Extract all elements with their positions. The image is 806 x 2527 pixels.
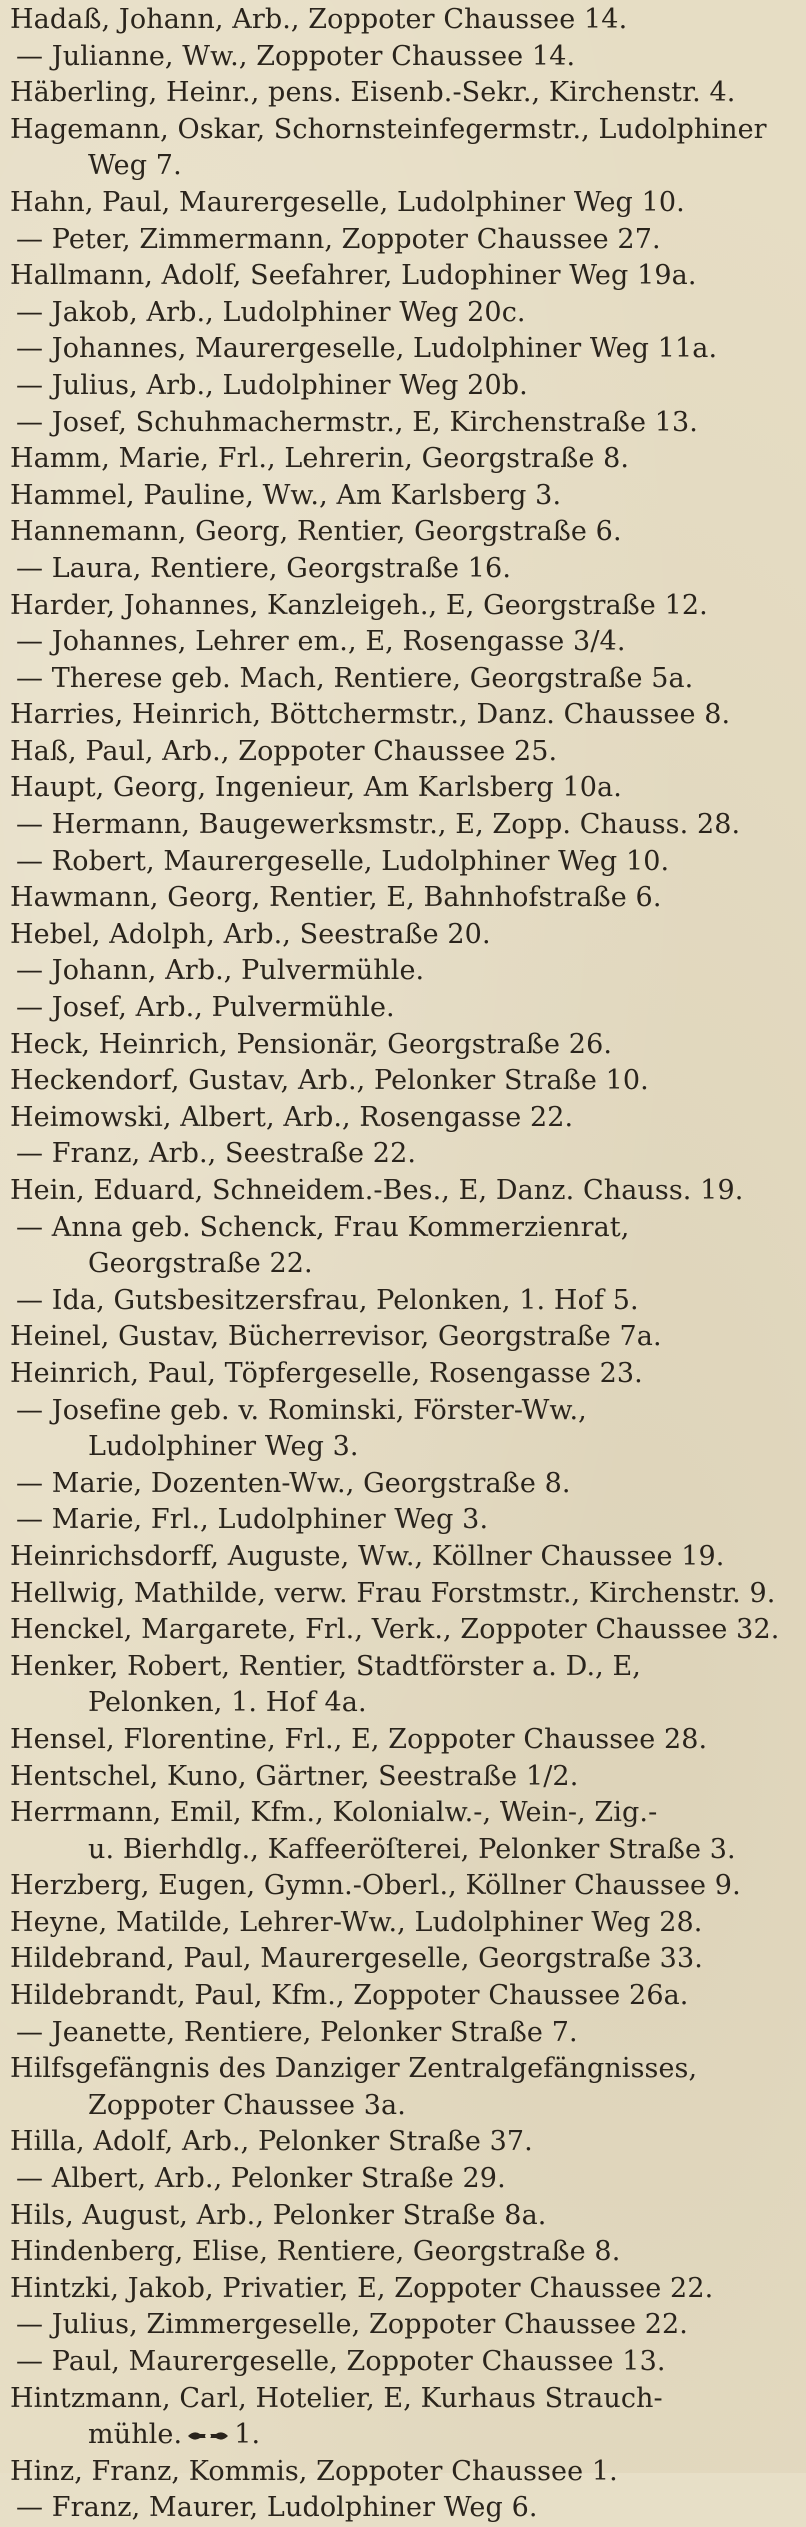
directory-entry xyxy=(10,1356,798,1393)
entry-line: — Marie, Dozenten-Ww., Georgstraße 8. xyxy=(16,1467,571,1499)
directory-entry xyxy=(10,1466,798,1503)
entry-line: Harder, Johannes, Kanzleigeh., E, Georgstraße 12. xyxy=(10,589,708,621)
entry-line: Hilfsgefängnis des Danziger Zentralgefängnisses, xyxy=(10,2053,698,2085)
entry-line: — Anna geb. Schenck, Frau Kommerzienrat, xyxy=(16,1211,630,1243)
directory-entry xyxy=(10,990,798,1027)
entry-continuation-line: Weg 7. xyxy=(88,150,182,182)
entry-line: Hentschel, Kuno, Gärtner, Seestraße 1/2. xyxy=(10,1760,579,1792)
entry-line: — Johann, Arb., Pulvermühle. xyxy=(16,955,425,987)
entry-line: — Paul, Maurergeselle, Zoppoter Chaussee 13. xyxy=(16,2346,666,2377)
entry-line: — Julius, Arb., Ludolphiner Weg 20b. xyxy=(16,369,528,401)
entry-line: Hils, August, Arb., Pelonker Straße 8a. xyxy=(10,2199,547,2231)
entry-line: Hildebrand, Paul, Maurergeselle, Georgstraße 33. xyxy=(10,1943,703,1975)
entry-line: — Josefine geb. v. Rominski, Förster-Ww., xyxy=(16,1394,587,1426)
entry-line: Heckendorf, Gustav, Arb., Pelonker Straße 10. xyxy=(10,1065,649,1097)
entry-line: Hildebrandt, Paul, Kfm., Zoppoter Chaussee 26a. xyxy=(10,1980,689,2012)
entry-line-number: 1. xyxy=(234,2419,261,2451)
directory-entry xyxy=(10,1576,798,1613)
entry-line: Hindenberg, Elise, Rentiere, Georgstraße 8. xyxy=(10,2236,621,2268)
directory-entry xyxy=(10,1941,798,1978)
entry-line: — Jakob, Arb., Ludolphiner Weg 20c. xyxy=(16,296,526,328)
directory-entry xyxy=(10,1905,798,1942)
directory-entry xyxy=(10,1210,798,1283)
entry-line: Hilla, Adolf, Arb., Pelonker Straße 37. xyxy=(10,2126,533,2158)
entry-line: Hahn, Paul, Maurergeselle, Ludolphiner Weg 10. xyxy=(10,186,685,218)
directory-entry xyxy=(10,2015,798,2052)
directory-entry xyxy=(10,2454,798,2491)
directory-entry xyxy=(10,624,798,661)
entry-line: — Josef, Arb., Pulvermühle. xyxy=(16,992,395,1024)
entry-line: Heimowski, Albert, Arb., Rosengasse 22. xyxy=(10,1101,574,1133)
entry-line: Hadaß, Johann, Arb., Zoppoter Chaussee 14. xyxy=(10,4,628,35)
directory-entry xyxy=(10,917,798,954)
directory-entry xyxy=(10,1502,798,1539)
directory-entry xyxy=(10,478,798,515)
entry-line: Heinel, Gustav, Bücherrevisor, Georgstraße 7a. xyxy=(10,1321,662,1353)
entry-line: — Robert, Maurergeselle, Ludolphiner Weg 10. xyxy=(16,845,670,877)
directory-entry xyxy=(10,1759,798,1796)
directory-entry xyxy=(10,185,798,222)
directory-entry xyxy=(10,844,798,881)
entry-line: Häberling, Heinr., pens. Eisenb.-Sekr., Kirchenstr. 4. xyxy=(10,77,736,109)
directory-entry xyxy=(10,2124,798,2161)
directory-entry xyxy=(10,697,798,734)
directory-entry xyxy=(10,1027,798,1064)
directory-entry xyxy=(10,258,798,295)
directory-entry xyxy=(10,1539,798,1576)
directory-entry xyxy=(10,1978,798,2015)
entry-line: Hammel, Pauline, Ww., Am Karlsberg 3. xyxy=(10,479,562,511)
directory-entry xyxy=(10,1136,798,1173)
entry-line: Heyne, Matilde, Lehrer-Ww., Ludolphiner Weg 28. xyxy=(10,1906,703,1938)
entry-line: Harries, Heinrich, Böttchermstr., Danz. Chaussee 8. xyxy=(10,699,731,731)
directory-entry xyxy=(10,661,798,698)
directory-entry xyxy=(10,1283,798,1320)
entry-line: Heinrich, Paul, Töpfergeselle, Rosengasse 23. xyxy=(10,1357,643,1389)
entry-line: Hamm, Marie, Frl., Lehrerin, Georgstraße 8. xyxy=(10,443,630,475)
directory-entry xyxy=(10,1722,798,1759)
directory-entry xyxy=(10,75,798,112)
directory-entry xyxy=(10,1795,798,1868)
directory-entry xyxy=(10,331,798,368)
directory-entry xyxy=(10,2051,798,2124)
directory-entry xyxy=(10,514,798,551)
entry-line: Haupt, Georg, Ingenieur, Am Karlsberg 10a. xyxy=(10,772,622,804)
directory-entry xyxy=(10,588,798,625)
directory-entry xyxy=(10,2271,798,2308)
directory-entry xyxy=(10,2198,798,2235)
directory-entry xyxy=(10,880,798,917)
entry-line: Hensel, Florentine, Frl., E, Zoppoter Chaussee 28. xyxy=(10,1723,708,1755)
entry-line: — Johannes, Lehrer em., E, Rosengasse 3/4. xyxy=(16,626,626,658)
entry-line: — Julianne, Ww., Zoppoter Chaussee 14. xyxy=(16,40,576,72)
entry-line: — Jeanette, Rentiere, Pelonker Straße 7. xyxy=(16,2016,578,2048)
directory-entry xyxy=(10,368,798,405)
entry-line: Heinrichsdorff, Auguste, Ww., Köllner Chaussee 19. xyxy=(10,1540,725,1572)
directory-entry xyxy=(10,1173,798,1210)
directory-entry xyxy=(10,2,798,39)
entry-line: Hagemann, Oskar, Schornsteinfegermstr., Ludolphiner xyxy=(10,113,767,145)
entry-line: — Therese geb. Mach, Rentiere, Georgstraße 5a. xyxy=(16,662,694,694)
directory-entry xyxy=(10,953,798,990)
entry-continuation-line: Pelonken, 1. Hof 4a. xyxy=(88,1687,367,1719)
entry-line: — Franz, Maurer, Ludolphiner Weg 6. xyxy=(16,2492,538,2524)
entry-line: — Albert, Arb., Pelonker Straße 29. xyxy=(16,2163,506,2195)
directory-entry xyxy=(10,2234,798,2271)
directory-entry xyxy=(10,112,798,185)
directory-entry xyxy=(10,2307,798,2344)
entry-line: — Marie, Frl., Ludolphiner Weg 3. xyxy=(16,1504,489,1536)
directory-entry xyxy=(10,770,798,807)
entry-line: Hinz, Franz, Kommis, Zoppoter Chaussee 1. xyxy=(10,2455,618,2487)
entry-line: Hellwig, Mathilde, verw. Frau Forstmstr., Kirchenstr. 9. xyxy=(10,1577,776,1609)
directory-entry xyxy=(10,405,798,442)
entry-line: Haß, Paul, Arb., Zoppoter Chaussee 25. xyxy=(10,735,558,767)
entry-line: — Johannes, Maurergeselle, Ludolphiner Weg 11a. xyxy=(16,333,718,365)
entry-line: Henker, Robert, Rentier, Stadtförster a. D., E, xyxy=(10,1650,641,1682)
entry-line: Hein, Eduard, Schneidem.-Bes., E, Danz. Chauss. 19. xyxy=(10,1175,744,1206)
directory-entry xyxy=(10,1063,798,1100)
entry-line: Heck, Heinrich, Pensionär, Georgstraße 26. xyxy=(10,1028,613,1060)
directory-entry xyxy=(10,222,798,259)
entry-continuation-line xyxy=(10,2417,798,2454)
entry-line: — Laura, Rentiere, Georgstraße 16. xyxy=(16,552,512,584)
entry-line: — Hermann, Baugewerksmstr., E, Zopp. Chauss. 28. xyxy=(16,809,741,841)
directory-entry xyxy=(10,1319,798,1356)
directory-entry xyxy=(10,441,798,478)
entry-line: Herrmann, Emil, Kfm., Kolonialw.-, Wein-, Zig.- xyxy=(10,1797,658,1829)
entry-line: — Peter, Zimmermann, Zoppoter Chaussee 27. xyxy=(16,223,661,255)
entry-line: Hannemann, Georg, Rentier, Georgstraße 6. xyxy=(10,516,622,548)
entry-line: Herzberg, Eugen, Gymn.-Oberl., Köllner Chaussee 9. xyxy=(10,1870,741,1902)
directory-entry xyxy=(10,2344,798,2381)
directory-entry xyxy=(10,2490,798,2527)
entry-line: — Franz, Arb., Seestraße 22. xyxy=(16,1138,417,1170)
entry-line: Henckel, Margarete, Frl., Verk., Zoppoter Chaussee 32. xyxy=(10,1614,780,1646)
entry-line: Hintzki, Jakob, Privatier, E, Zoppoter Chaussee 22. xyxy=(10,2272,714,2304)
directory-entry xyxy=(10,1393,798,1466)
directory-entry-list xyxy=(10,2,798,2527)
entry-line: Hintzmann, Carl, Hotelier, E, Kurhaus Strauch- xyxy=(10,2382,663,2414)
entry-line: Hawmann, Georg, Rentier, E, Bahnhofstraße 6. xyxy=(10,882,662,914)
directory-entry xyxy=(10,1649,798,1722)
directory-entry xyxy=(10,2381,798,2454)
entry-line: Hallmann, Adolf, Seefahrer, Ludophiner Weg 19a. xyxy=(10,260,697,292)
entry-line: — Ida, Gutsbesitzersfrau, Pelonken, 1. Hof 5. xyxy=(16,1284,639,1316)
directory-entry xyxy=(10,2161,798,2198)
directory-entry xyxy=(10,734,798,771)
directory-entry xyxy=(10,551,798,588)
directory-entry xyxy=(10,1612,798,1649)
entry-continuation-line: Zoppoter Chaussee 3a. xyxy=(88,2089,406,2121)
directory-entry xyxy=(10,39,798,76)
entry-line: Hebel, Adolph, Arb., Seestraße 20. xyxy=(10,918,491,950)
directory-entry xyxy=(10,1100,798,1137)
directory-entry xyxy=(10,807,798,844)
entry-line: — Josef, Schuhmachermstr., E, Kirchenstraße 13. xyxy=(16,406,698,438)
entry-line: — Julius, Zimmergeselle, Zoppoter Chaussee 22. xyxy=(16,2309,688,2341)
telephone-symbol-icon xyxy=(186,2429,230,2443)
entry-continuation-line: Georgstraße 22. xyxy=(88,1248,313,1280)
entry-continuation-line: u. Bierhdlg., Kaffeeröſterei, Pelonker Straße 3. xyxy=(88,1833,736,1865)
directory-entry xyxy=(10,1868,798,1905)
entry-line-text: mühle. xyxy=(88,2419,183,2451)
directory-entry xyxy=(10,295,798,332)
entry-continuation-line: Ludolphiner Weg 3. xyxy=(88,1431,359,1463)
